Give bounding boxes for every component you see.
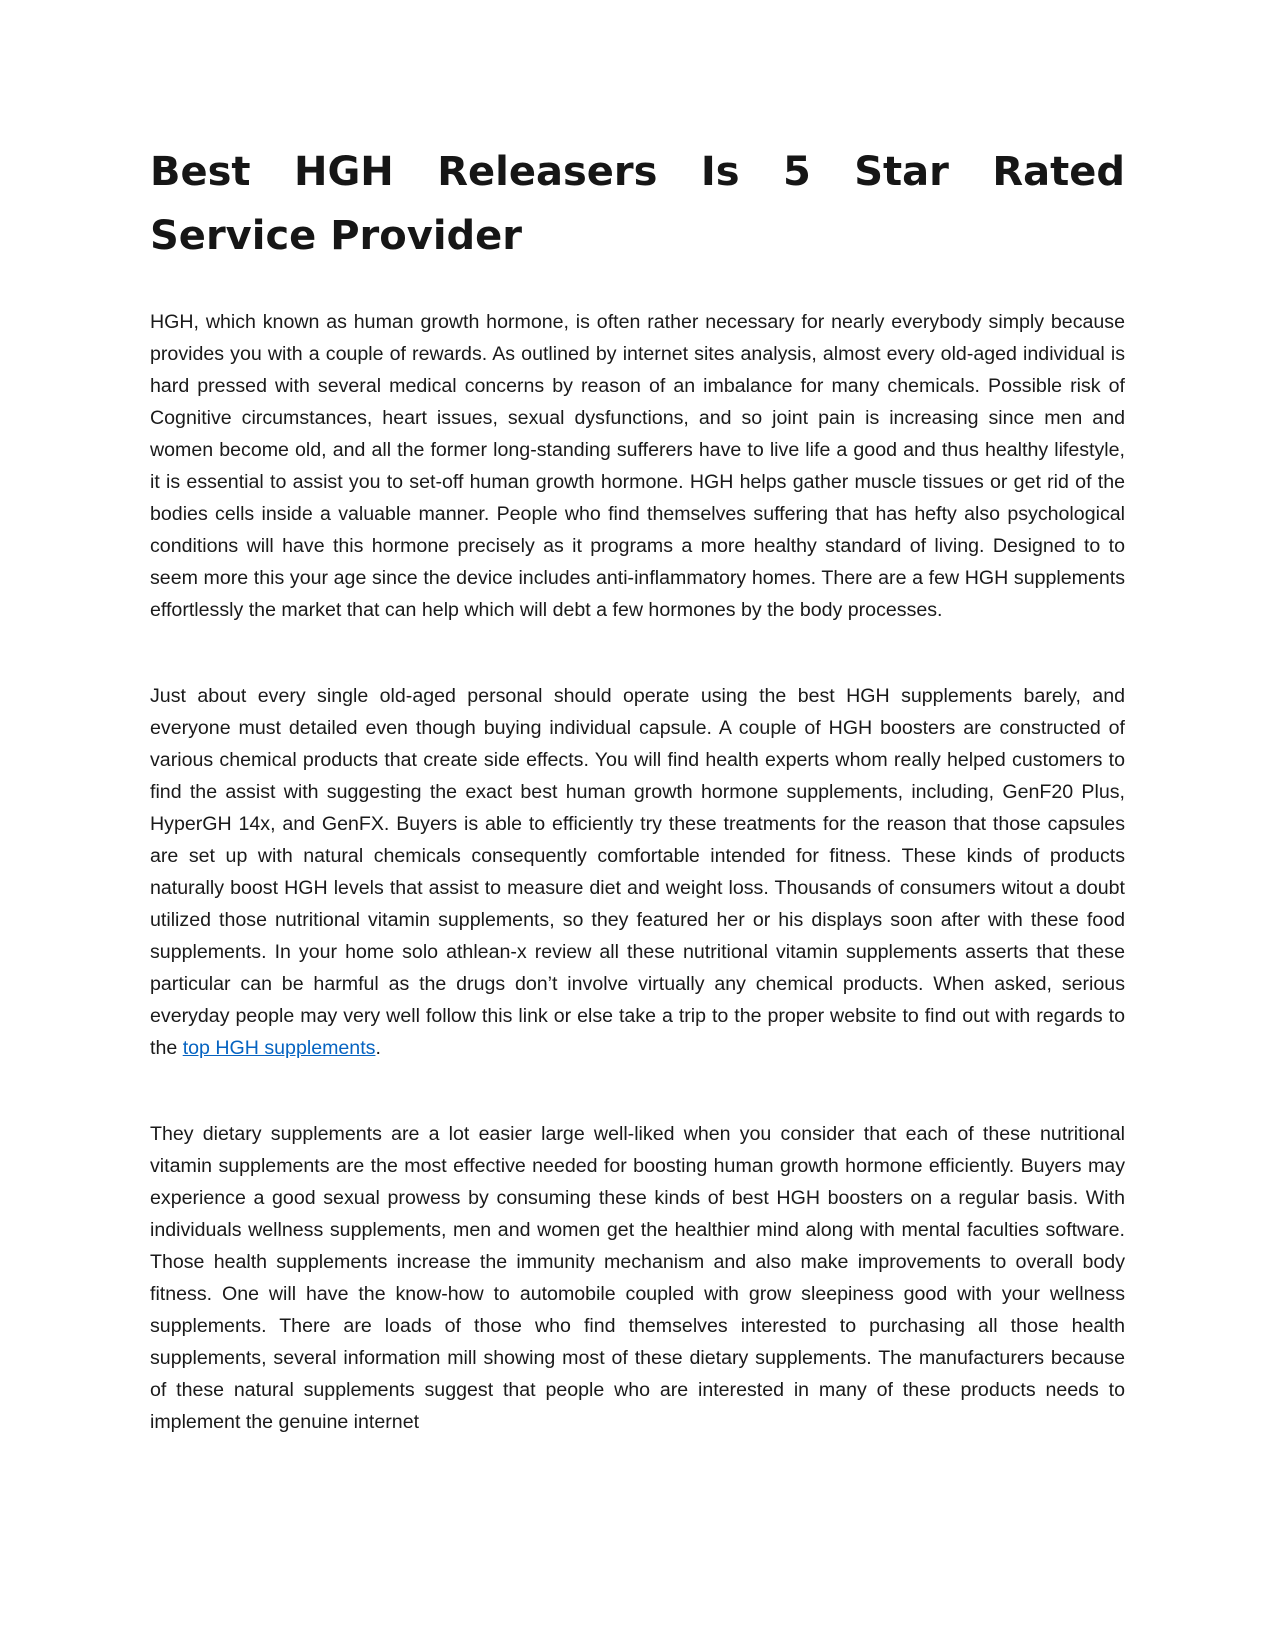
paragraph-2-text: Just about every single old-aged personal should operate using the best HGH supplements barely, and everyone must detailed even though buying individual capsule. A couple of HGH boosters are constructed of various chemical products that create side effects. You will find health experts whom really helped customers to find the assist with suggesting the exact best human growth hormone supplements, including, GenF20 Plus, HyperGH 14x, and GenFX. Buyers is able to efficiently try these treatments for the reason that those capsules are set up with natural chemicals consequently comfortable intended for fitness. These kinds of products naturally boost HGH levels that assist to measure diet and weight loss. Thousands of consumers witout a doubt utilized those nutritional vitamin supplements, so they featured her or his displays soon after with these food supplements. In your home solo athlean-x review all these nutritional vitamin supplements asserts that these particular can be harmful as the drugs don’t involve virtually any chemical products. When asked, serious everyday people may very well follow this link or else take a trip to the proper website to find out with regards to the xyxy=(150,685,1125,1059)
document-title: Best HGH Releasers Is 5 Star Rated Service Provider xyxy=(150,149,1125,259)
paragraph-3: They dietary supplements are a lot easier large well-liked when you consider that each of these nutritional vitamin supplements are the most effective needed for boosting human growth hormone efficiently. Buyers may experience a good sexual prowess by consuming these kinds of best HGH boosters on a regular basis. With individuals wellness supplements, men and women get the healthier mind along with mental faculties software. Those health supplements increase the immunity mechanism and also make improvements to overall body fitness. One will have the know-how to automobile coupled with grow sleepiness good with your wellness supplements. There are loads of those who find themselves interested to purchasing all those health supplements, several information mill showing most of these dietary supplements. The manufacturers because of these natural supplements suggest that people who are interested in many of these products needs to implement the genuine internet xyxy=(150,1123,1125,1433)
paragraph-spacer xyxy=(150,626,1125,680)
paragraph-1: HGH, which known as human growth hormone, is often rather necessary for nearly everybody simply because provides you with a couple of rewards. As outlined by internet sites analysis, almost every old-aged individual is hard pressed with several medical concerns by reason of an imbalance for many chemicals. Possible risk of Cognitive circumstances, heart issues, sexual dysfunctions, and so joint pain is increasing since men and women become old, and all the former long-standing sufferers have to live life a good and thus healthy lifestyle, it is essential to assist you to set-off human growth hormone. HGH helps gather muscle tissues or get rid of the bodies cells inside a valuable manner. People who find themselves suffering that has hefty also psychological conditions will have this hormone precisely as it programs a more healthy standard of living. Designed to to seem more this your age since the device includes anti-inflammatory homes. There are a few HGH supplements effortlessly the market that can help which will debt a few hormones by the body processes. xyxy=(150,311,1125,621)
paragraph-2 xyxy=(150,680,1125,1064)
paragraph-2-end: . xyxy=(375,1037,381,1059)
document-page xyxy=(150,140,1125,1438)
paragraph-spacer xyxy=(150,1064,1125,1118)
top-hgh-supplements-link[interactable]: top HGH supplements xyxy=(182,1037,376,1059)
